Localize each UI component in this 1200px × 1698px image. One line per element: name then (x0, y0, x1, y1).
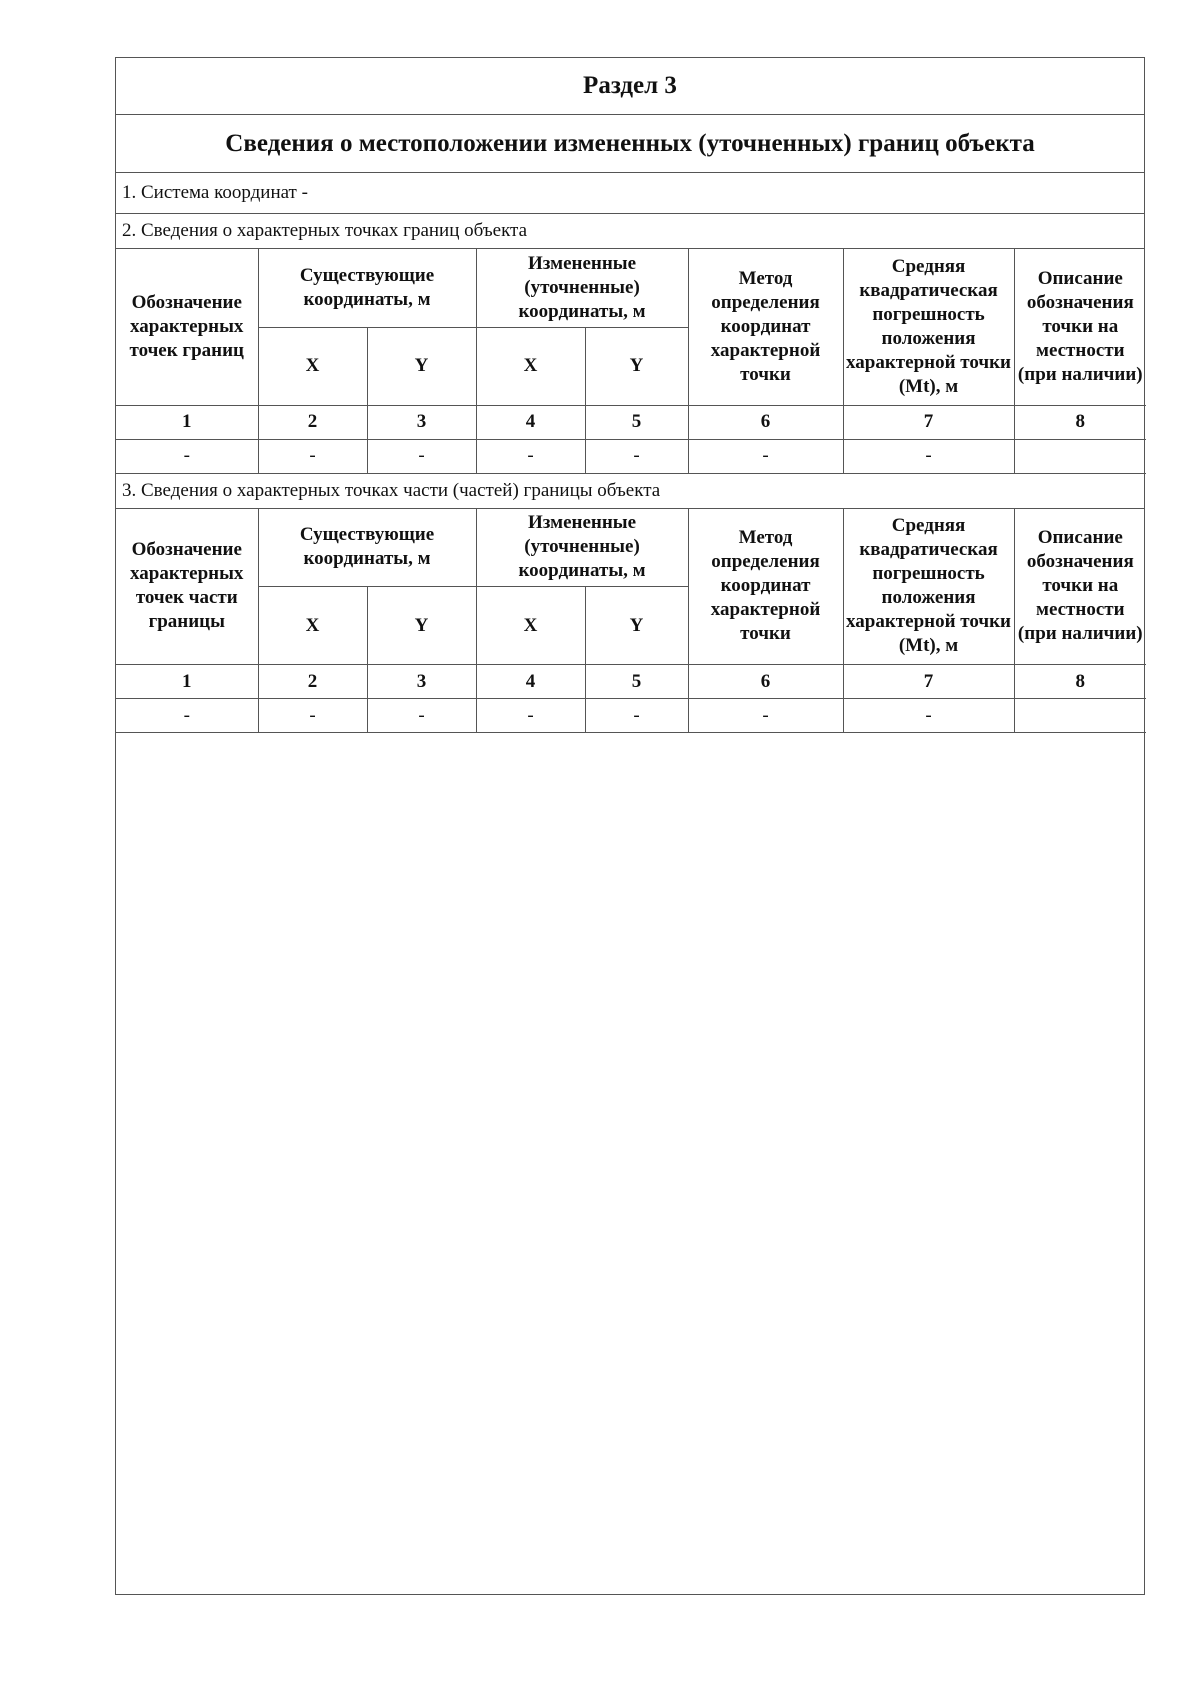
col-number: 5 (585, 665, 688, 699)
table-cell: - (843, 439, 1014, 473)
table1-caption: 2. Сведения о характерных точках границ объекта (116, 214, 1144, 249)
table-cell: - (476, 439, 585, 473)
col-number: 4 (476, 405, 585, 439)
table-cell: - (476, 699, 585, 733)
col-existing-coords: Существующие координаты, м (258, 249, 476, 327)
caption-table-2 (116, 474, 1144, 509)
table-cell (1014, 699, 1146, 733)
col-x-existing: X (258, 327, 367, 405)
table-cell: - (688, 699, 843, 733)
col-number: 2 (258, 405, 367, 439)
table-cell: - (585, 699, 688, 733)
col-changed-coords: Измененные (уточненные) координаты, м (476, 249, 688, 327)
coordinate-system-line: 1. Система координат - (116, 173, 1144, 214)
document-title: Сведения о местоположении измененных (уточненных) границ объекта (116, 115, 1144, 173)
col-number: 8 (1014, 405, 1146, 439)
col-description: Описание обозначения точки на местности (при наличии) (1014, 249, 1146, 405)
header-table (116, 58, 1144, 249)
table-cell: - (367, 699, 476, 733)
col-number: 7 (843, 665, 1014, 699)
col-number: 1 (116, 665, 258, 699)
col-number: 7 (843, 405, 1014, 439)
table2-caption: 3. Сведения о характерных точках части (частей) границы объекта (116, 474, 1144, 509)
col-number: 2 (258, 665, 367, 699)
table-cell: - (843, 699, 1014, 733)
table-cell: - (116, 439, 258, 473)
col-number: 3 (367, 665, 476, 699)
document-frame (115, 57, 1145, 1595)
table-cell: - (688, 439, 843, 473)
col-x-changed: X (476, 327, 585, 405)
col-number: 5 (585, 405, 688, 439)
col-existing-coords: Существующие координаты, м (258, 509, 476, 587)
col-y-existing: Y (367, 587, 476, 665)
col-method: Метод определения координат характерной точки (688, 249, 843, 405)
col-method: Метод определения координат характерной точки (688, 509, 843, 665)
points-table (116, 249, 1146, 474)
col-changed-coords: Измененные (уточненные) координаты, м (476, 509, 688, 587)
col-y-existing: Y (367, 327, 476, 405)
col-number: 4 (476, 665, 585, 699)
col-designation: Обозначение характерных точек части границы (116, 509, 258, 665)
table-cell (1014, 439, 1146, 473)
table-cell: - (116, 699, 258, 733)
col-error: Средняя квадратическая погрешность положения характерной точки (Mt), м (843, 249, 1014, 405)
table-cell: - (258, 439, 367, 473)
col-number: 6 (688, 665, 843, 699)
table-row (116, 439, 1146, 473)
col-number: 3 (367, 405, 476, 439)
col-number: 6 (688, 405, 843, 439)
col-number: 1 (116, 405, 258, 439)
col-description: Описание обозначения точки на местности (при наличии) (1014, 509, 1146, 665)
col-error: Средняя квадратическая погрешность положения характерной точки (Mt), м (843, 509, 1014, 665)
table-cell: - (367, 439, 476, 473)
col-designation: Обозначение характерных точек границ (116, 249, 258, 405)
col-x-existing: X (258, 587, 367, 665)
col-x-changed: X (476, 587, 585, 665)
table-row (116, 699, 1146, 733)
col-number: 8 (1014, 665, 1146, 699)
col-y-changed: Y (585, 327, 688, 405)
table-cell: - (258, 699, 367, 733)
table-cell: - (585, 439, 688, 473)
part-points-table (116, 509, 1146, 734)
section-title: Раздел 3 (116, 58, 1144, 115)
col-y-changed: Y (585, 587, 688, 665)
